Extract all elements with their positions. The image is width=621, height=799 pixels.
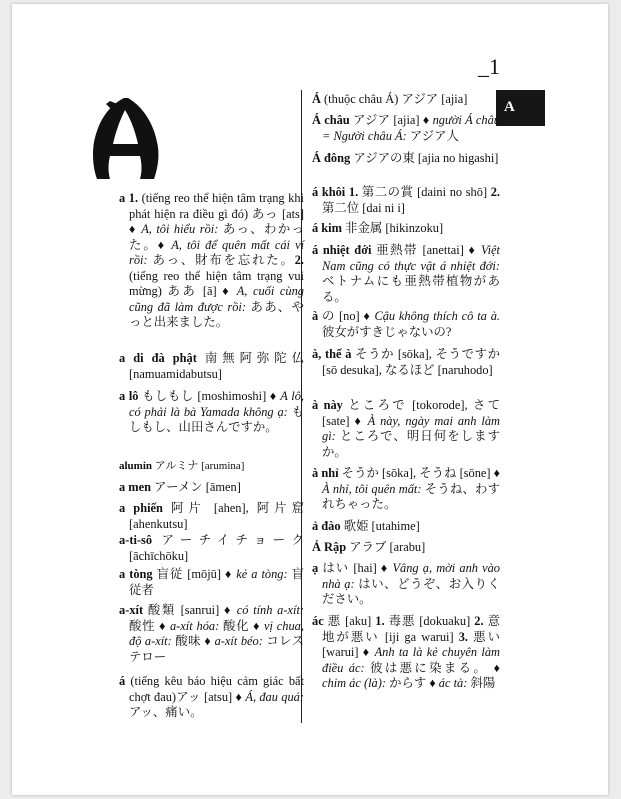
definition-text: 歌姫 [utahime] <box>340 519 420 533</box>
definition-text: はい、どうぞ、お入りください。 <box>322 576 500 606</box>
headword: ạ <box>312 561 319 575</box>
entry-a-the-a <box>312 347 500 378</box>
definition-text: 悪 [aku] <box>323 614 376 628</box>
example-text: a-xít béo: <box>214 634 263 648</box>
example-text: Cậu không thích cô ta à. <box>374 309 500 323</box>
example-text: A, tôi để quên mất cái ví rồi: <box>129 237 305 267</box>
example-text: người Á châu = Người châu Á: <box>322 113 500 143</box>
definition-text: 非金属 [hikinzoku] <box>341 221 444 235</box>
definition-text: 酸類 [sanrui] ♦ <box>143 603 237 617</box>
headword: a-xít <box>119 603 144 617</box>
example-text: A, cuối cùng cũng đã làm được rồi: <box>129 284 305 314</box>
headword: à, thế à <box>312 347 352 361</box>
headword: 1. <box>375 614 385 628</box>
example-text: Vâng ạ, mời anh vào nhà ạ: <box>322 561 500 591</box>
example-text: Á, đau quá: <box>245 689 304 704</box>
example-text: có tính a-xít: <box>236 603 305 617</box>
definition-text: ところで [tokorode], さて [sate] ♦ <box>322 398 500 428</box>
headword: ác <box>312 614 324 628</box>
headword: a phiến <box>119 501 163 515</box>
definition-text: アラブ [arabu] <box>346 540 426 554</box>
definition-text: もしもし [moshimoshi] ♦ <box>138 389 281 403</box>
letter-thumb-tab: A <box>496 90 545 126</box>
example-text: Anh ta là kẻ chuyên làm điều ác: <box>322 645 500 675</box>
definition-text: (tiếng reo thể hiện tâm trạng vui mừng) ああ [ā] ♦ <box>129 268 304 298</box>
definition-text: あっ、財布を忘れた。 <box>147 253 295 267</box>
dictionary-page <box>12 4 608 795</box>
definition-text: 酸化 ♦ <box>219 618 265 633</box>
entry-a-khoi <box>312 185 500 216</box>
definition-text: (tiếng kêu báo hiệu cảm giác bất chợt đau)アッ [atsu] ♦ <box>125 674 304 704</box>
example-text: À này, ngày mai anh làm gì: <box>322 413 500 443</box>
definition-text: 彼女がすきじゃないの? <box>322 324 452 339</box>
decorative-letter-a-icon <box>86 96 166 180</box>
entry-a-nhiet-doi <box>312 243 500 305</box>
example-text: A, tôi hiểu rồi: <box>141 222 219 236</box>
definition-text: アジア [ajia] ♦ <box>349 113 433 127</box>
example-text: chim ác (là): <box>322 676 386 690</box>
example-text: À nhỉ, tôi quên mất: <box>322 481 422 496</box>
headword: Á <box>312 92 321 106</box>
entry-a-kim <box>312 221 500 237</box>
definition-text: (tiếng reo thể hiện tâm trạng khi phát hiện ra điều gì đó) あっ [ats] ♦ <box>129 191 304 236</box>
definition-text: 酸性 ♦ <box>129 618 170 633</box>
headword: alumin <box>119 460 153 472</box>
example-text: A lô, có phải là bà Yamada không ạ: <box>129 389 304 419</box>
entry-a-no <box>312 309 500 340</box>
headword: a-ti-sô <box>119 533 153 547</box>
definition-text: アーチイチョーク [āchīchōku] <box>129 533 304 563</box>
entry-a-tong <box>119 567 304 598</box>
entry-alumin <box>119 458 304 475</box>
example-text: kẻ a tòng: <box>236 567 288 581</box>
entry-a-xit <box>119 603 304 665</box>
definition-text: 第二の賞 [daini no shō] <box>358 185 491 199</box>
definition-text: 阿片 [ahen], 阿片窟 [ahenkutsu] <box>129 501 304 531</box>
headword: a di đà phật <box>119 351 197 365</box>
headword: á khôi 1. <box>312 185 359 199</box>
definition-text: 彼は悪に染まる。 ♦ <box>364 660 500 675</box>
definition-text: アジア人 <box>406 128 459 143</box>
definition-text: からす ♦ <box>386 676 439 690</box>
example-text: ác tà: <box>438 676 468 690</box>
headword: 3. <box>458 629 469 644</box>
entry-A-thuoc-chau-a <box>312 92 500 108</box>
definition-text: アジアの東 [ajia no higashi] <box>350 151 499 165</box>
headword: a lô <box>119 389 139 403</box>
entry-a-di-da-phat <box>119 351 304 382</box>
definition-text: アルミナ [arumina] <box>152 460 245 472</box>
definition-text: の [no] ♦ <box>318 309 375 323</box>
entry-a-men <box>119 480 304 496</box>
entry-a-lo <box>119 389 304 436</box>
entry-a-vang <box>312 561 500 608</box>
definition-text: (thuộc châu Á) アジア [ajia] <box>320 92 468 106</box>
definition-text: 盲従 [mōjū] ♦ <box>152 567 237 581</box>
definition-text: そうか [sōka], そうね [sōne] ♦ <box>338 466 500 480</box>
headword: Á đông <box>312 151 351 165</box>
entry-a-dao <box>312 519 500 535</box>
headword: a tòng <box>119 567 153 581</box>
headword: 2. <box>490 185 500 199</box>
definition-text: アッ、痛い。 <box>129 705 203 719</box>
entry-a-ti-so <box>119 533 304 564</box>
headword: á <box>119 674 126 688</box>
definition-text: 第二位 [dai ni i] <box>322 200 405 215</box>
definition-text: 南無阿弥陀仏 [namuamidabutsu] <box>129 351 304 381</box>
headword: Á châu <box>312 113 350 127</box>
definition-text: もしもし、山田さんですか。 <box>129 404 304 434</box>
entry-a-dong <box>312 151 500 167</box>
headword: ả đào <box>312 519 341 533</box>
definition-text: 亜熱帯 [anettai] ♦ <box>371 243 481 257</box>
headword: à này <box>312 398 343 412</box>
headword: á nhiệt đới <box>312 243 372 257</box>
definition-text: 盲従者 <box>129 567 305 597</box>
example-text: vị chua, độ a-xít: <box>129 618 304 648</box>
definition-text: ところで、明日何をしますか。 <box>322 429 500 459</box>
definition-text: 毒悪 [dokuaku] <box>384 614 475 628</box>
entry-a-phien <box>119 501 304 532</box>
definition-text: 意地が悪い [iji ga warui] <box>322 614 500 644</box>
definition-text: 悪い [warui] ♦ <box>322 629 500 659</box>
page-number: _1 <box>478 54 500 79</box>
definition-text: 斜陽 <box>467 676 496 690</box>
headword: á kim <box>312 221 342 235</box>
definition-text: はい [hai] ♦ <box>318 561 393 575</box>
entry-ac <box>312 614 500 692</box>
entry-a-chau <box>312 113 500 144</box>
definition-text: そうか [sōka], そうですか [sō desuka], なるほど [naruhodo] <box>322 347 500 377</box>
headword: a 1. <box>119 191 139 205</box>
headword: a men <box>119 480 152 494</box>
headword: à <box>312 309 319 323</box>
example-text: a-xít hóa: <box>169 618 220 633</box>
definition-text: ベトナムにも亜熱帯植物がある。 <box>322 274 500 304</box>
definition-text: ああ、やっと出来ました。 <box>129 299 304 329</box>
entry-a <box>119 191 304 331</box>
definition-text: そうね、わすれちゃった。 <box>322 481 500 511</box>
headword: 2. <box>294 253 304 267</box>
definition-text: コレステロー <box>129 634 304 664</box>
example-text: Việt Nam cũng có thực vật á nhiệt đới: <box>322 243 500 273</box>
definition-text: あっ、わかった。♦ <box>129 222 304 252</box>
definition-text: アーメン [āmen] <box>151 480 241 494</box>
entry-a-nhi <box>312 466 500 513</box>
headword: à nhỉ <box>312 466 339 480</box>
entry-a-nay <box>312 398 500 460</box>
headword: Ả Rập <box>312 540 347 554</box>
headword: 2. <box>474 614 484 628</box>
entry-a-rap <box>312 540 500 556</box>
definition-text: 酸味 ♦ <box>171 634 215 648</box>
entry-a-exclaim <box>119 674 304 721</box>
